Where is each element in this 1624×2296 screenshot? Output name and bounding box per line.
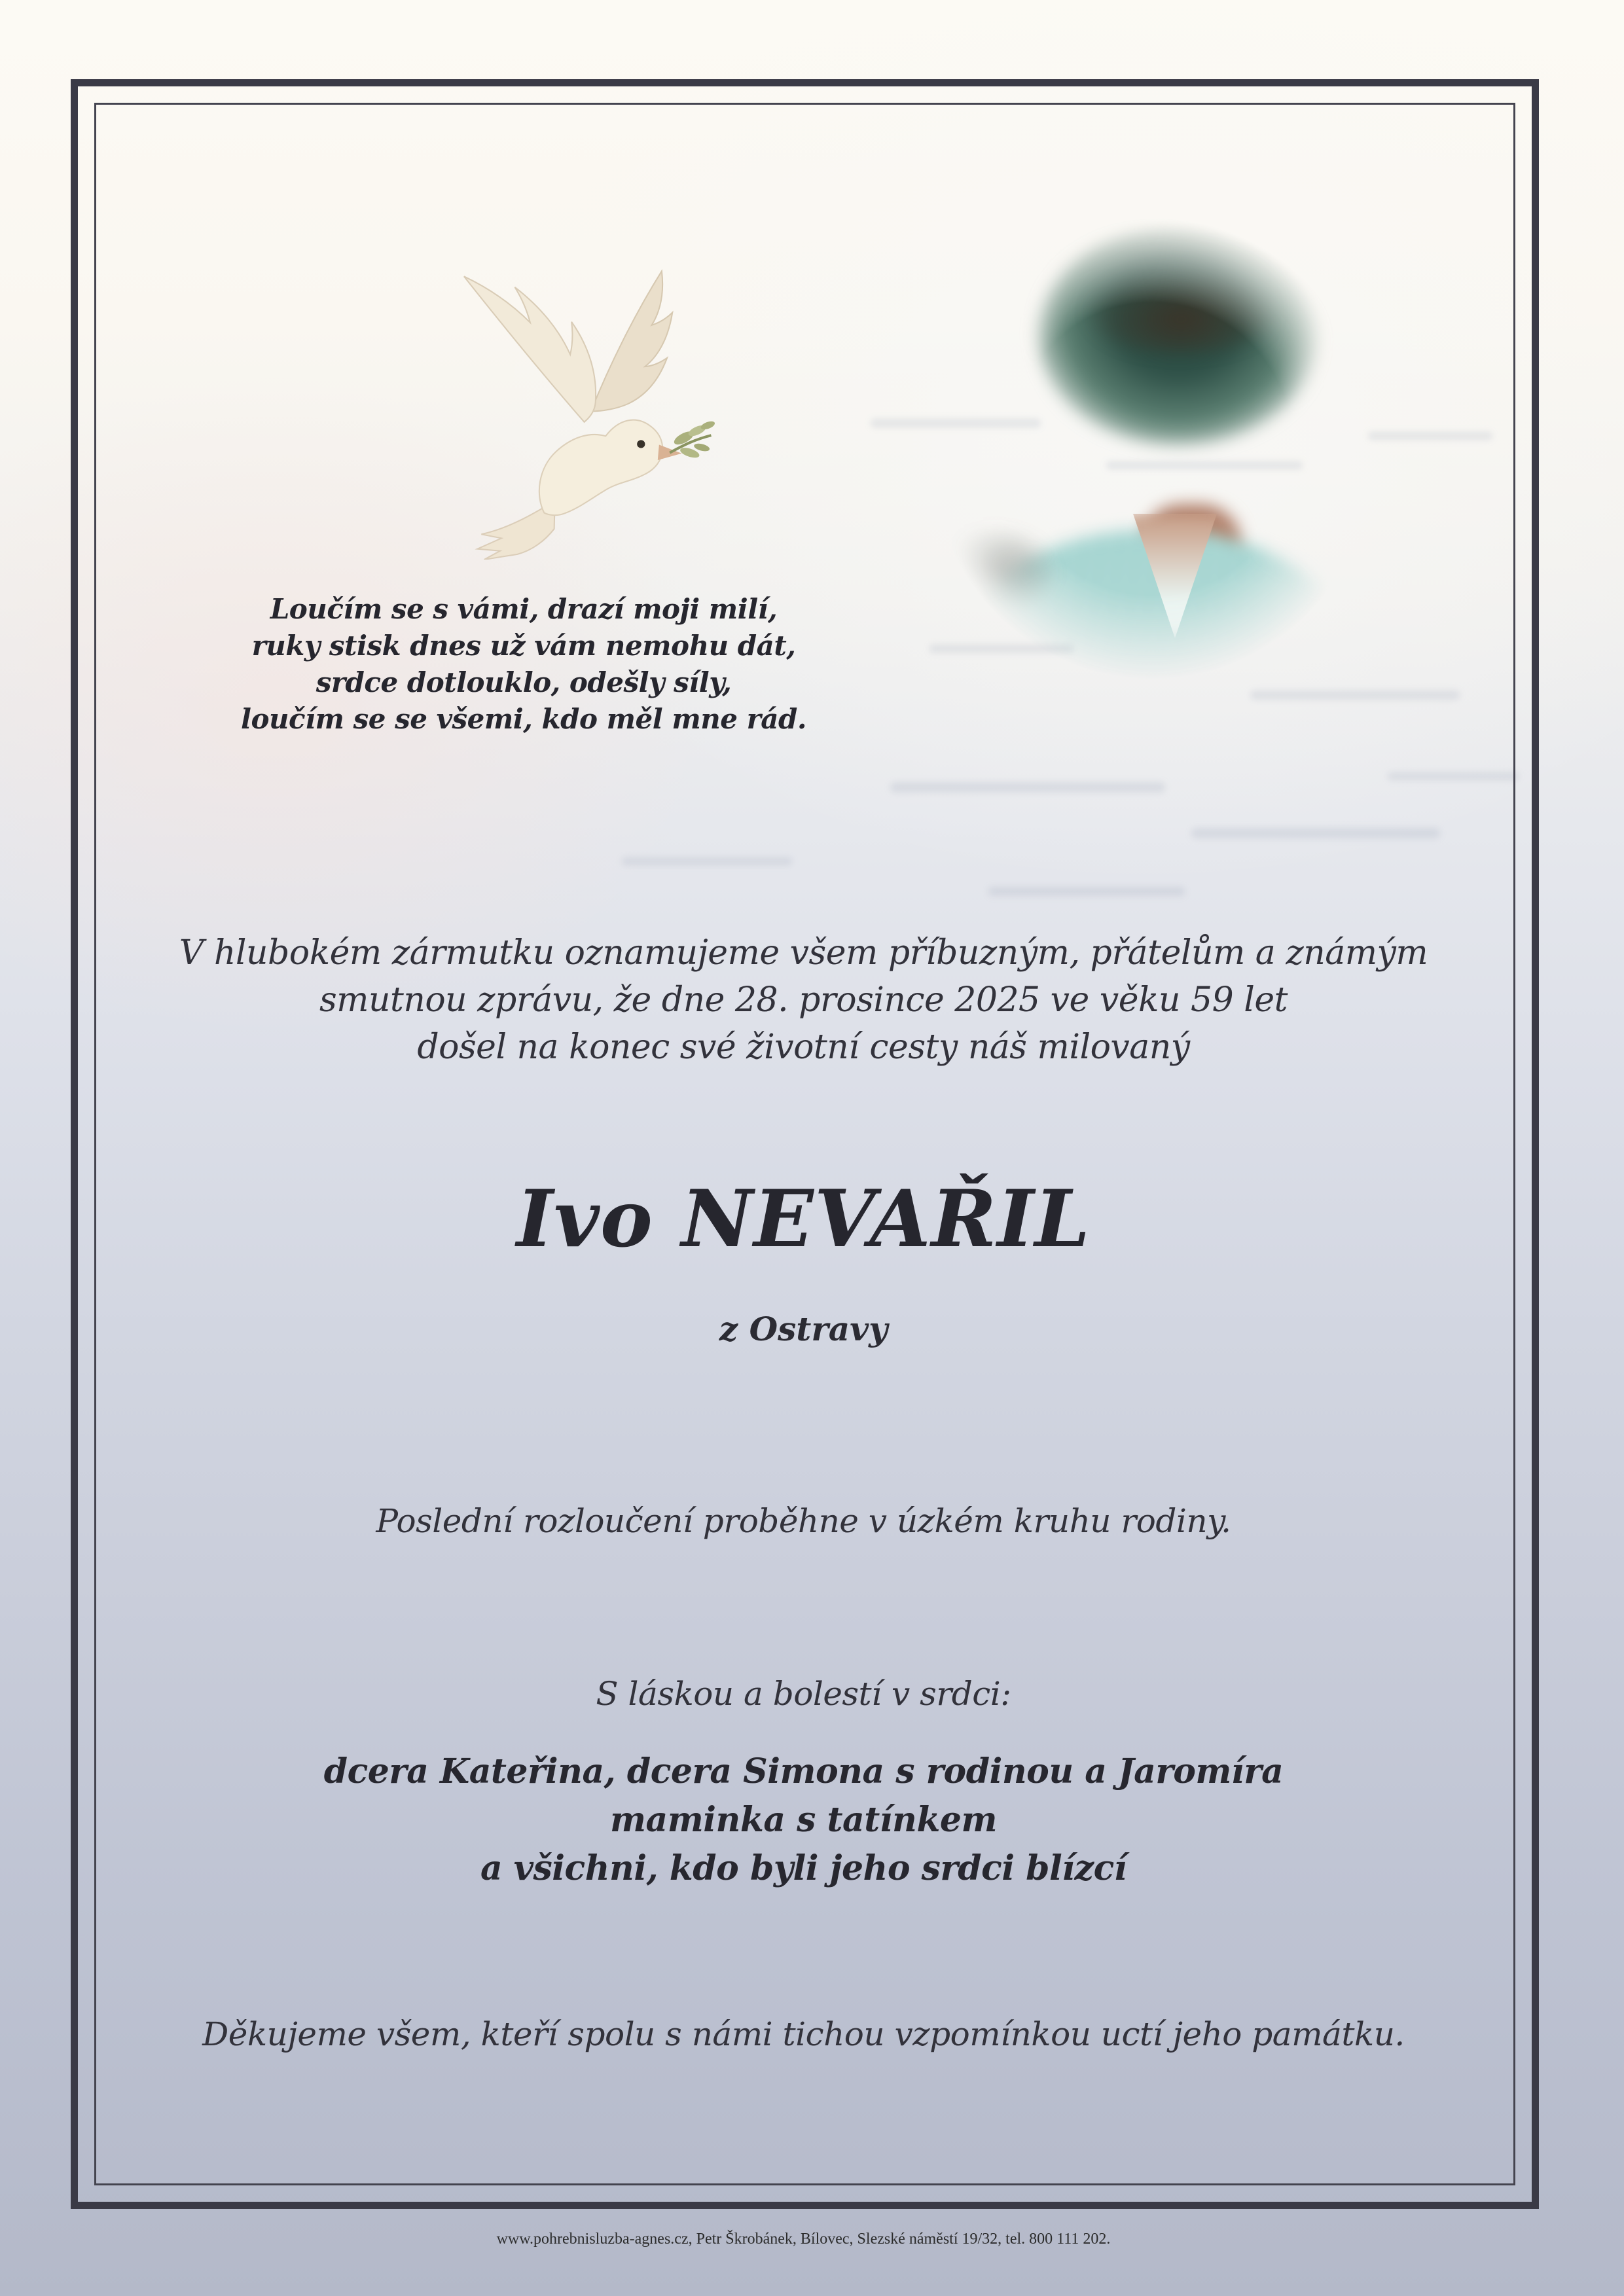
announcement-line: smutnou zprávu, že dne 28. prosince 2025 ve věku 59 let xyxy=(319,980,1288,1020)
farewell-poem xyxy=(223,591,825,738)
poem-line: ruky stisk dnes už vám nemohu dát, xyxy=(251,630,796,662)
announcement-line: došel na konec své životní cesty náš milovaný xyxy=(417,1028,1190,1067)
mourners-line: dcera Kateřina, dcera Simona s rodinou a Jaromíra xyxy=(323,1751,1284,1791)
deceased-origin: z Ostravy xyxy=(719,1310,888,1348)
farewell-note: Poslední rozloučení proběhne v úzkém kruhu rodiny. xyxy=(376,1502,1231,1540)
poem-line: Loučím se s vámi, drazí moji milí, xyxy=(270,593,778,625)
announcement-line: V hlubokém zármutku oznamujeme všem příbuzným, přátelům a známým xyxy=(179,933,1428,973)
funeral-home-contact: www.pohrebnisluzba-agnes.cz, Petr Škrobánek, Bílovec, Slezské náměstí 19/32, tel. 800 111 202. xyxy=(496,2231,1111,2248)
deceased-name: Ivo NEVAŘIL xyxy=(516,1173,1091,1265)
mourners-line: a všichni, kdo byli jeho srdci blízcí xyxy=(480,1848,1127,1888)
condolence-heading: S láskou a bolestí v srdci: xyxy=(596,1675,1011,1713)
mourners-list xyxy=(0,1748,1607,1893)
poem-line: loučím se se všemi, kdo měl mne rád. xyxy=(241,703,806,735)
death-announcement xyxy=(0,929,1607,1071)
thanks-note: Děkujeme všem, kteří spolu s námi tichou vzpomínkou uctí jeho památku. xyxy=(202,2015,1405,2053)
poem-line: srdce dotlouklo, odešly síly, xyxy=(316,666,732,698)
mourners-line: maminka s tatínkem xyxy=(610,1800,997,1840)
